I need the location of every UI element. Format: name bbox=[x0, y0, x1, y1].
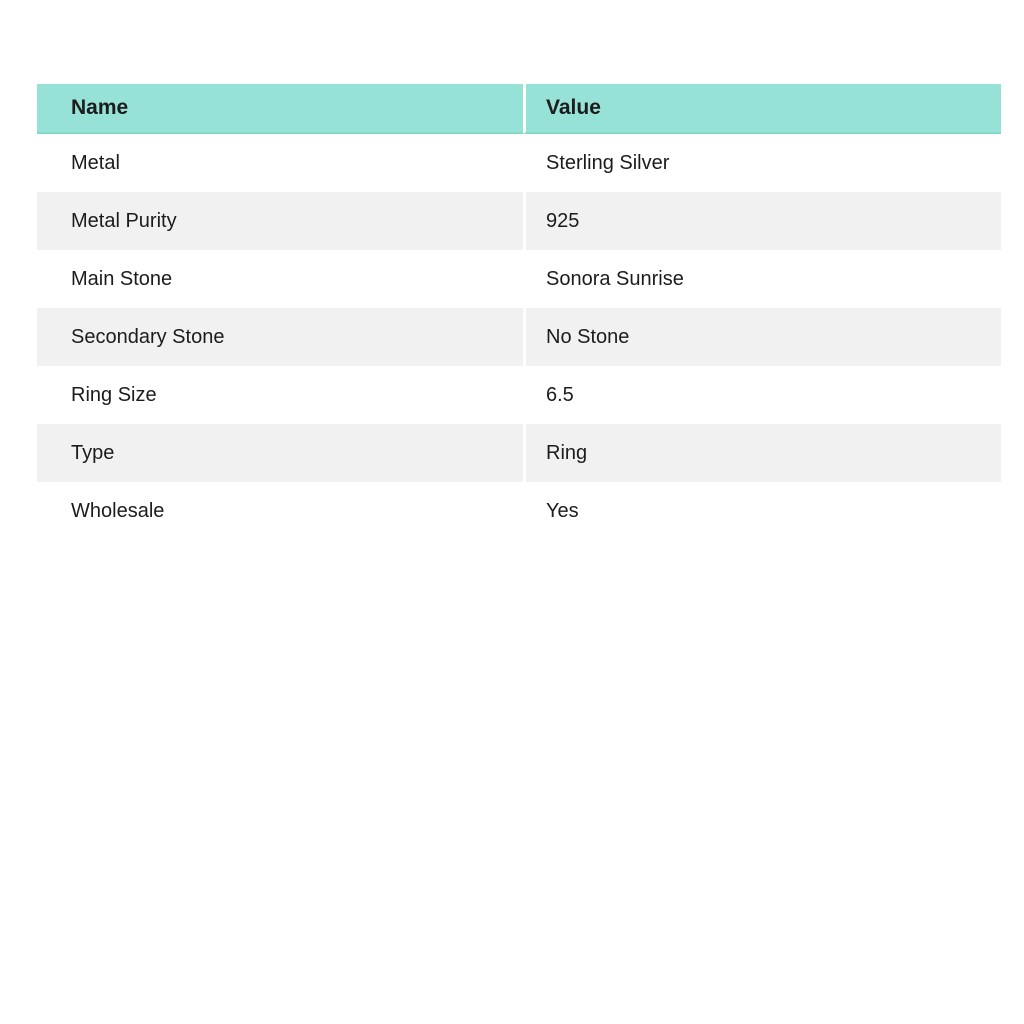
spec-name-cell: Secondary Stone bbox=[37, 308, 523, 366]
spec-name-cell: Type bbox=[37, 424, 523, 482]
spec-name-cell: Metal bbox=[37, 134, 523, 192]
spec-name-cell: Ring Size bbox=[37, 366, 523, 424]
spec-value-cell: Ring bbox=[523, 424, 1001, 482]
table-row bbox=[37, 250, 1001, 308]
spec-value-cell: 6.5 bbox=[523, 366, 1001, 424]
table-head bbox=[37, 84, 1001, 134]
table-row bbox=[37, 308, 1001, 366]
spec-name-cell: Wholesale bbox=[37, 482, 523, 540]
spec-value-cell: Sonora Sunrise bbox=[523, 250, 1001, 308]
table-row bbox=[37, 134, 1001, 192]
table-row bbox=[37, 366, 1001, 424]
spec-value-cell: 925 bbox=[523, 192, 1001, 250]
table-header-row bbox=[37, 84, 1001, 134]
spec-name-cell: Metal Purity bbox=[37, 192, 523, 250]
column-header-name: Name bbox=[37, 84, 523, 134]
table-row bbox=[37, 424, 1001, 482]
table-row bbox=[37, 192, 1001, 250]
product-specs-table bbox=[37, 84, 1001, 540]
table-body bbox=[37, 134, 1001, 540]
spec-value-cell: No Stone bbox=[523, 308, 1001, 366]
spec-value-cell: Yes bbox=[523, 482, 1001, 540]
spec-value-cell: Sterling Silver bbox=[523, 134, 1001, 192]
column-header-value: Value bbox=[523, 84, 1001, 134]
spec-name-cell: Main Stone bbox=[37, 250, 523, 308]
table-row bbox=[37, 482, 1001, 540]
